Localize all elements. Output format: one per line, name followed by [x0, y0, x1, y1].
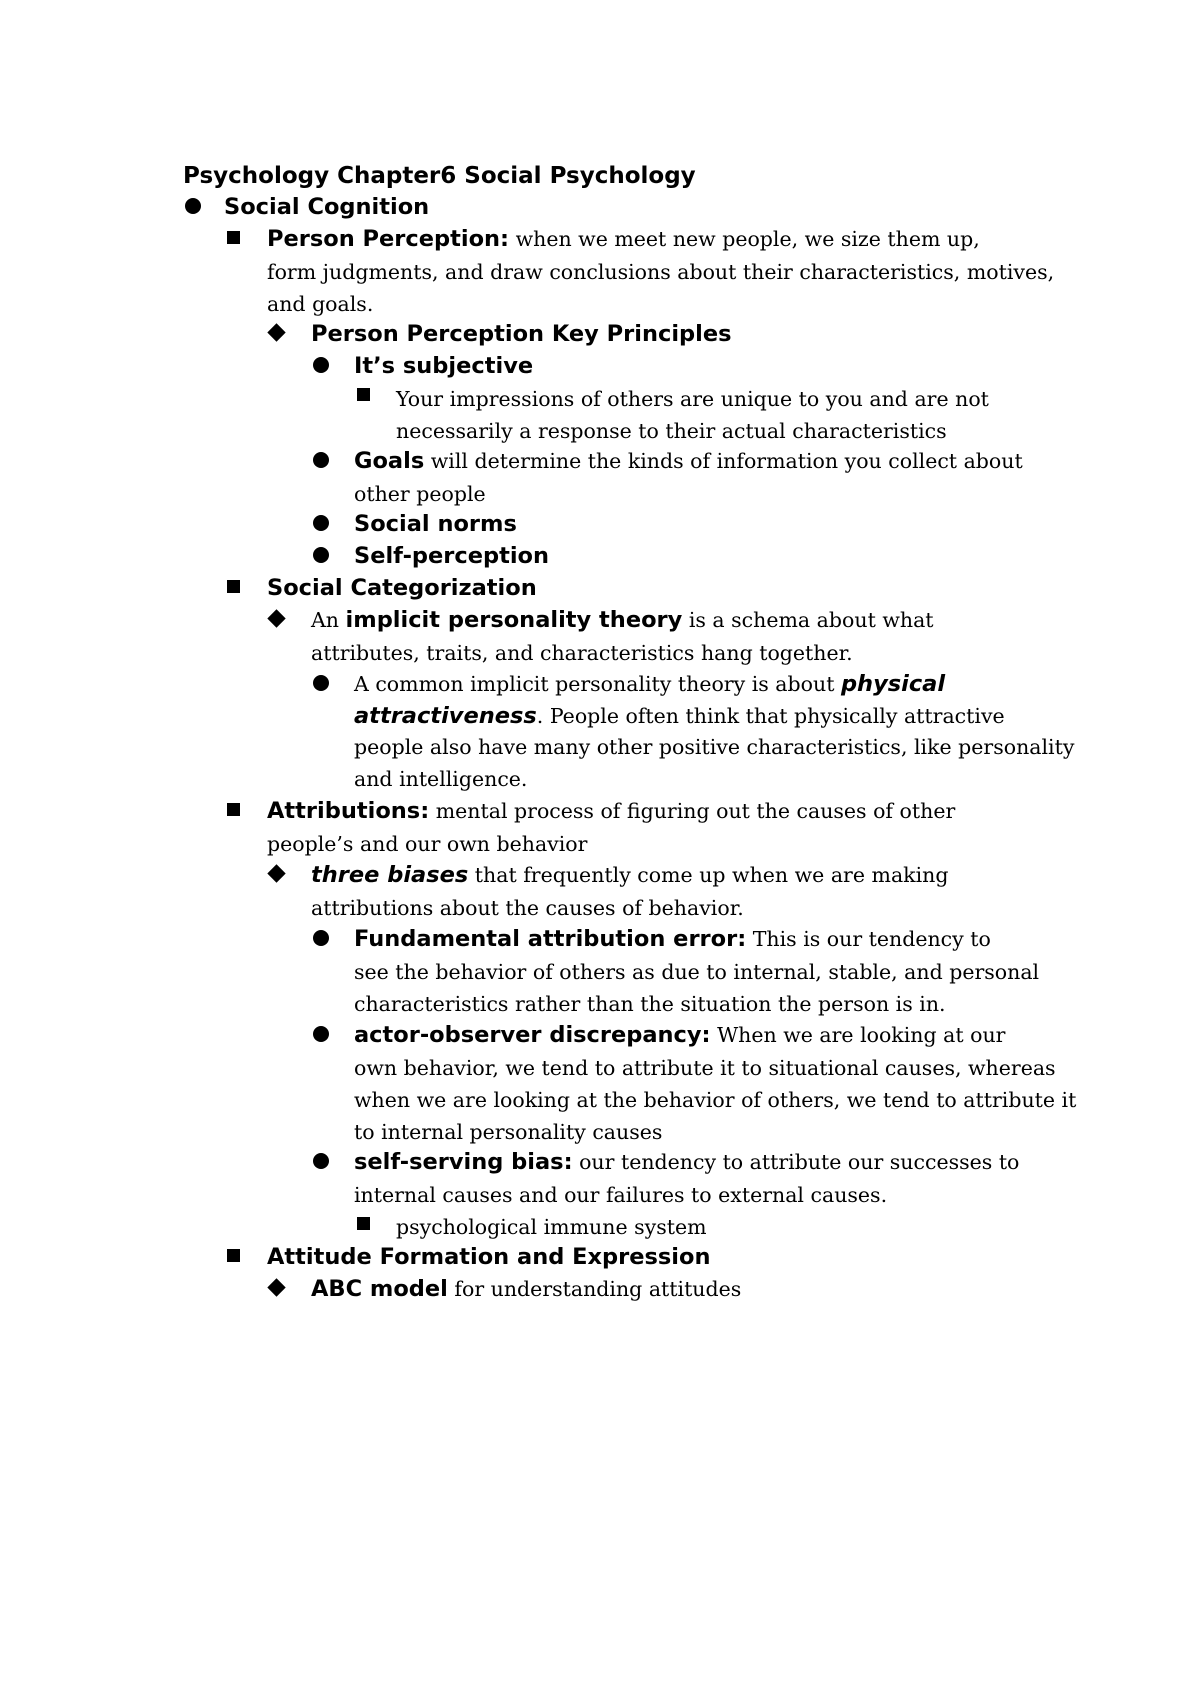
ssb-label: self-serving bias: — [354, 1149, 573, 1175]
attributions-line — [267, 800, 955, 823]
bullet-dot — [311, 513, 331, 533]
heading-attitude-formation: Attitude Formation and Expression — [267, 1244, 711, 1270]
heading-social-categorization: Social Categorization — [267, 575, 537, 601]
fae-text-3: characteristics rather than the situation the person is in. — [354, 992, 946, 1016]
physical-text-3: people also have many other positive characteristics, like personality — [354, 735, 1075, 759]
bullet-diamond — [267, 323, 287, 343]
fae-line — [354, 928, 991, 951]
bullet-dot — [311, 450, 331, 470]
implicit-theory-text-2: attributes, traits, and characteristics hang together. — [311, 641, 853, 665]
biases-text-2: attributions about the causes of behavior. — [311, 896, 744, 920]
principle-goals-text-2: other people — [354, 482, 486, 506]
person-perception-text: when we meet new people, we size them up, — [509, 227, 980, 251]
physical-text-1: A common implicit personality theory is about — [354, 672, 841, 696]
bullet-dot — [183, 196, 203, 216]
abc-text: for understanding attitudes — [447, 1277, 742, 1301]
implicit-theory-label: implicit personality theory — [345, 607, 683, 633]
physical-line-2 — [354, 705, 1005, 728]
bullet-dot — [311, 1151, 331, 1171]
bullet-square — [224, 800, 244, 820]
aod-line — [354, 1024, 1005, 1047]
bullet-dot — [311, 673, 331, 693]
ssb-text-2: internal causes and our failures to external causes. — [354, 1183, 888, 1207]
fae-label: Fundamental attribution error: — [354, 926, 747, 952]
principle-goals-label: Goals — [354, 448, 425, 474]
person-perception-line — [267, 228, 980, 251]
principle-self-perception: Self-perception — [354, 543, 550, 569]
bullet-square — [224, 228, 244, 248]
aod-label: actor-observer discrepancy: — [354, 1022, 711, 1048]
bullet-dot — [311, 545, 331, 565]
bullet-diamond — [267, 1278, 287, 1298]
abc-line — [311, 1278, 741, 1301]
principle-subjective: It’s subjective — [354, 353, 534, 379]
aod-text: When we are looking at our — [710, 1023, 1006, 1047]
document-title: Psychology Chapter6 Social Psychology — [183, 163, 696, 189]
heading-key-principles: Person Perception Key Principles — [311, 321, 732, 347]
biases-line — [311, 864, 948, 887]
bullet-diamond — [267, 609, 287, 629]
implicit-theory-text: is a schema about what — [682, 608, 934, 632]
attractiveness-label: attractiveness — [354, 703, 537, 729]
bullet-dot — [311, 355, 331, 375]
aod-text-2: own behavior, we tend to attribute it to situational causes, whereas — [354, 1056, 1056, 1080]
ssb-text: our tendency to attribute our successes to — [572, 1150, 1020, 1174]
subjective-detail-2: necessarily a response to their actual characteristics — [396, 419, 947, 443]
biases-text: that frequently come up when we are making — [468, 863, 949, 887]
biases-label: three biases — [311, 862, 469, 888]
physical-text-2: . People often think that physically attractive — [536, 704, 1005, 728]
attributions-label: Attributions: — [267, 798, 430, 824]
bullet-square — [224, 577, 244, 597]
subjective-detail-1: Your impressions of others are unique to you and are not — [396, 387, 989, 411]
person-perception-text-3: and goals. — [267, 292, 374, 316]
abc-label: ABC model — [311, 1276, 448, 1302]
ssb-line — [354, 1151, 1019, 1174]
bullet-dot — [311, 1024, 331, 1044]
heading-social-cognition: Social Cognition — [224, 194, 430, 220]
principle-social-norms: Social norms — [354, 511, 517, 537]
bullet-dot — [311, 928, 331, 948]
physical-label: physical — [840, 671, 946, 697]
fae-text: This is our tendency to — [746, 927, 991, 951]
bullet-square — [354, 1214, 374, 1234]
attributions-text: mental process of figuring out the causes of other — [429, 799, 956, 823]
aod-text-4: to internal personality causes — [354, 1120, 663, 1144]
bullet-square — [224, 1246, 244, 1266]
physical-line-1 — [354, 673, 945, 696]
principle-goals-text: will determine the kinds of information you collect about — [424, 449, 1023, 473]
ssb-subpoint: psychological immune system — [396, 1215, 707, 1239]
implicit-theory-pre: An — [311, 608, 346, 632]
person-perception-label: Person Perception: — [267, 226, 510, 252]
aod-text-3: when we are looking at the behavior of others, we tend to attribute it — [354, 1088, 1077, 1112]
attributions-text-2: people’s and our own behavior — [267, 832, 588, 856]
physical-text-4: and intelligence. — [354, 767, 528, 791]
fae-text-2: see the behavior of others as due to internal, stable, and personal — [354, 960, 1040, 984]
bullet-square — [354, 385, 374, 405]
principle-goals-line — [354, 450, 1023, 473]
person-perception-text-2: form judgments, and draw conclusions about their characteristics, motives, — [267, 260, 1055, 284]
bullet-diamond — [267, 864, 287, 884]
implicit-theory-line — [311, 609, 934, 632]
